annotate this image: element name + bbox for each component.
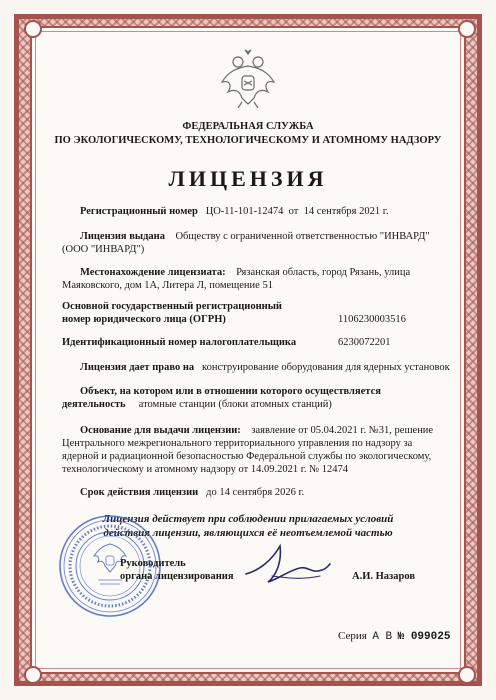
basis-label: Основание для выдачи лицензии: [80, 425, 241, 436]
location-row [80, 266, 410, 279]
ogrn-label-line2: номер юридического лица (ОГРН) [62, 314, 226, 325]
signatory-title-line2: органа лицензирования [120, 571, 234, 582]
rights-row [80, 361, 450, 374]
coat-of-arms-icon [218, 48, 278, 110]
series-row [338, 630, 450, 644]
issued-to-row [80, 230, 430, 243]
basis-value: заявление от 05.04.2021 г. №31, решение [251, 425, 434, 436]
registration-date: 14 сентября 2021 г. [303, 206, 389, 217]
corner-ornament [458, 20, 476, 38]
registration-number: ЦО-11-101-12474 [205, 206, 284, 217]
series-number: № 099025 [397, 631, 451, 643]
registration-row [80, 205, 389, 218]
inn-label: Идентификационный номер налогоплательщика [62, 337, 297, 348]
corner-ornament [24, 666, 42, 684]
issued-to-label: Лицензия выдана [80, 231, 165, 242]
registration-from: от [288, 206, 299, 217]
validity-value: до 14 сентября 2026 г. [206, 487, 305, 498]
corner-ornament [458, 666, 476, 684]
object-row [62, 398, 332, 411]
signatory-title-line1: Руководитель [120, 558, 186, 569]
registration-label: Регистрационный номер [80, 206, 198, 217]
agency-name-line2: ПО ЭКОЛОГИЧЕСКОМУ, ТЕХНОЛОГИЧЕСКОМУ И АТОМНОМУ НАДЗОРУ [54, 135, 442, 146]
validity-label: Срок действия лицензии [80, 487, 199, 498]
object-label-line1: Объект, на котором или в отношении которого осуществляется [80, 386, 381, 397]
conditions-note-line2: действия лицензии, являющихся её неотъемлемой частью [103, 527, 393, 539]
object-label-line2: деятельность [62, 399, 126, 410]
basis-value-line2: Центрального межрегионального территориального управления по надзору за [62, 438, 413, 449]
validity-row [80, 486, 304, 499]
agency-name-line1: ФЕДЕРАЛЬНАЯ СЛУЖБА [182, 121, 314, 132]
document-title: ЛИЦЕНЗИЯ [168, 166, 328, 191]
basis-value-line4: технологическому и атомному надзору от 14.09.2021 г. № 12474 [62, 464, 349, 475]
signatory-name: А.И. Назаров [352, 571, 416, 582]
inn-value: 6230072201 [338, 337, 391, 348]
basis-value-line3: ядерной и радиационной безопасностью Федеральной службы по экологическому, [62, 451, 432, 462]
location-value: Рязанская область, город Рязань, улица [236, 267, 411, 278]
issued-to-value: Обществу с ограниченной ответственностью "ИНВАРД" [175, 231, 430, 242]
object-value: атомные станции (блоки атомных станций) [138, 399, 332, 410]
rights-value: конструирование оборудования для ядерных установок [202, 362, 450, 373]
corner-ornament [24, 20, 42, 38]
ogrn-label-line1: Основной государственный регистрационный [62, 301, 282, 312]
rights-label: Лицензия дает право на [80, 362, 195, 373]
location-label: Местонахождение лицензиата: [80, 267, 226, 278]
ogrn-value: 1106230003516 [338, 314, 406, 325]
series-label: Серия [338, 630, 367, 642]
handwritten-signature [242, 540, 332, 590]
conditions-note-line1: Лицензия действует при соблюдении прилагаемых условий [102, 513, 394, 525]
series-letters: А В [372, 631, 393, 643]
issued-to-value-line2: (ООО "ИНВАРД") [62, 244, 145, 255]
basis-row [80, 424, 433, 437]
location-value-line2: Маяковского, дом 1А, Литера Л, помещение 51 [62, 280, 273, 291]
